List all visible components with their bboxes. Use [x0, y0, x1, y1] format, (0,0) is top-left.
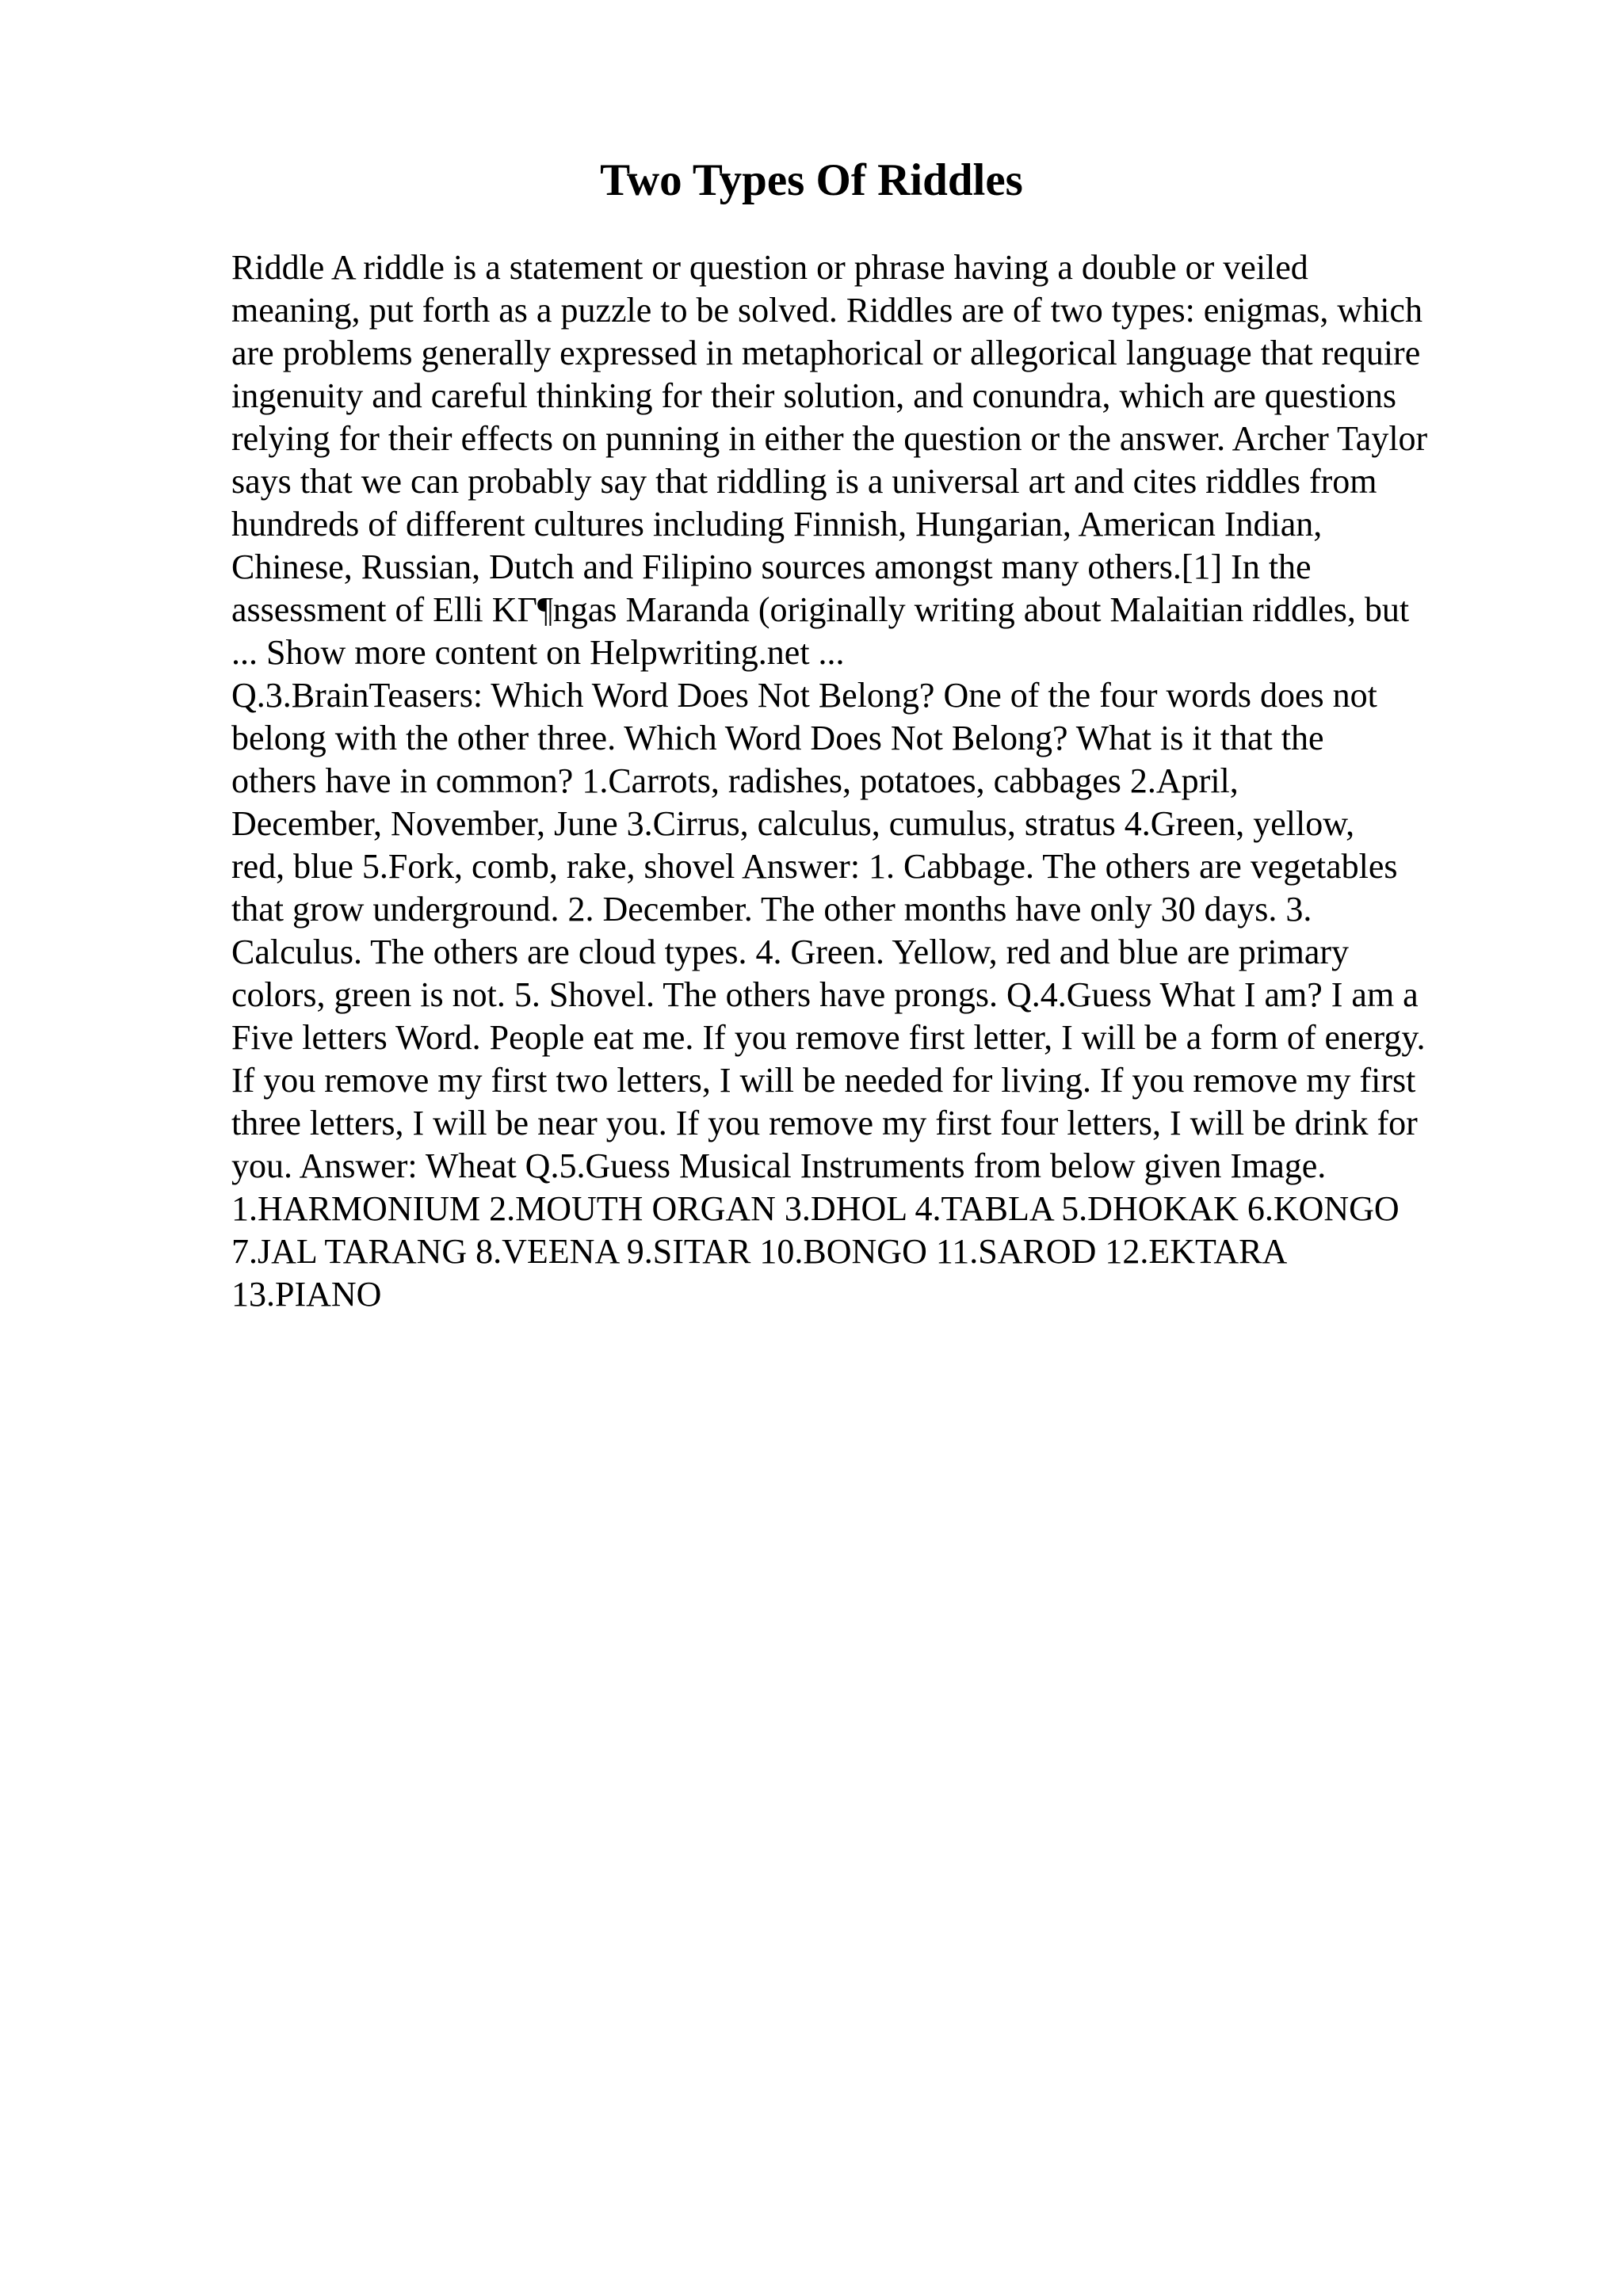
text-line: colors, green is not. 5. Shovel. The others have prongs. Q.4.Guess What I am? I am a	[231, 975, 1419, 1014]
page-title: Two Types Of Riddles	[600, 155, 1023, 205]
text-line: If you remove my first two letters, I will be needed for living. If you remove my first	[231, 1061, 1416, 1100]
text-line: Riddle A riddle is a statement or question or phrase having a double or veiled	[231, 248, 1308, 287]
text-line: that grow underground. 2. December. The other months have only 30 days. 3.	[231, 890, 1312, 929]
text-line: you. Answer: Wheat Q.5.Guess Musical Instruments from below given Image.	[231, 1146, 1327, 1185]
text-line: 13.PIANO	[231, 1275, 382, 1314]
show-more-line: ... Show more content on Helpwriting.net ...	[231, 633, 845, 672]
text-line: are problems generally expressed in metaphorical or allegorical language that require	[231, 334, 1421, 372]
text-line: Calculus. The others are cloud types. 4. Green. Yellow, red and blue are primary	[231, 933, 1350, 971]
text-line: 1.HARMONIUM 2.MOUTH ORGAN 3.DHOL 4.TABLA 5.DHOKAK 6.KONGO	[231, 1189, 1400, 1228]
text-line: three letters, I will be near you. If you remove my first four letters, I will be drink for	[231, 1104, 1418, 1142]
text-line: assessment of Elli KΓ¶ngas Maranda (originally writing about Malaitian riddles, but	[231, 590, 1410, 629]
text-line: Q.3.BrainTeasers: Which Word Does Not Belong? One of the four words does not	[231, 676, 1377, 715]
text-line: December, November, June 3.Cirrus, calculus, cumulus, stratus 4.Green, yellow,	[231, 804, 1355, 843]
text-line: relying for their effects on punning in either the question or the answer. Archer Taylor	[231, 419, 1428, 458]
text-line: ingenuity and careful thinking for their solution, and conundra, which are questions	[231, 376, 1396, 415]
text-line: belong with the other three. Which Word Does Not Belong? What is it that the	[231, 719, 1324, 757]
text-line: Chinese, Russian, Dutch and Filipino sources amongst many others.[1] In the	[231, 547, 1312, 586]
text-line: 7.JAL TARANG 8.VEENA 9.SITAR 10.BONGO 11.SAROD 12.EKTARA	[231, 1232, 1288, 1271]
text-line: says that we can probably say that riddling is a universal art and cites riddles from	[231, 462, 1377, 501]
text-line: Five letters Word. People eat me. If you remove first letter, I will be a form of energy.	[231, 1018, 1426, 1057]
text-line: red, blue 5.Fork, comb, rake, shovel Answer: 1. Cabbage. The others are vegetables	[231, 847, 1398, 886]
text-line: others have in common? 1.Carrots, radishes, potatoes, cabbages 2.April,	[231, 761, 1239, 800]
text-line: hundreds of different cultures including Finnish, Hungarian, American Indian,	[231, 505, 1323, 543]
text-line: meaning, put forth as a puzzle to be solved. Riddles are of two types: enigmas, which	[231, 291, 1423, 330]
